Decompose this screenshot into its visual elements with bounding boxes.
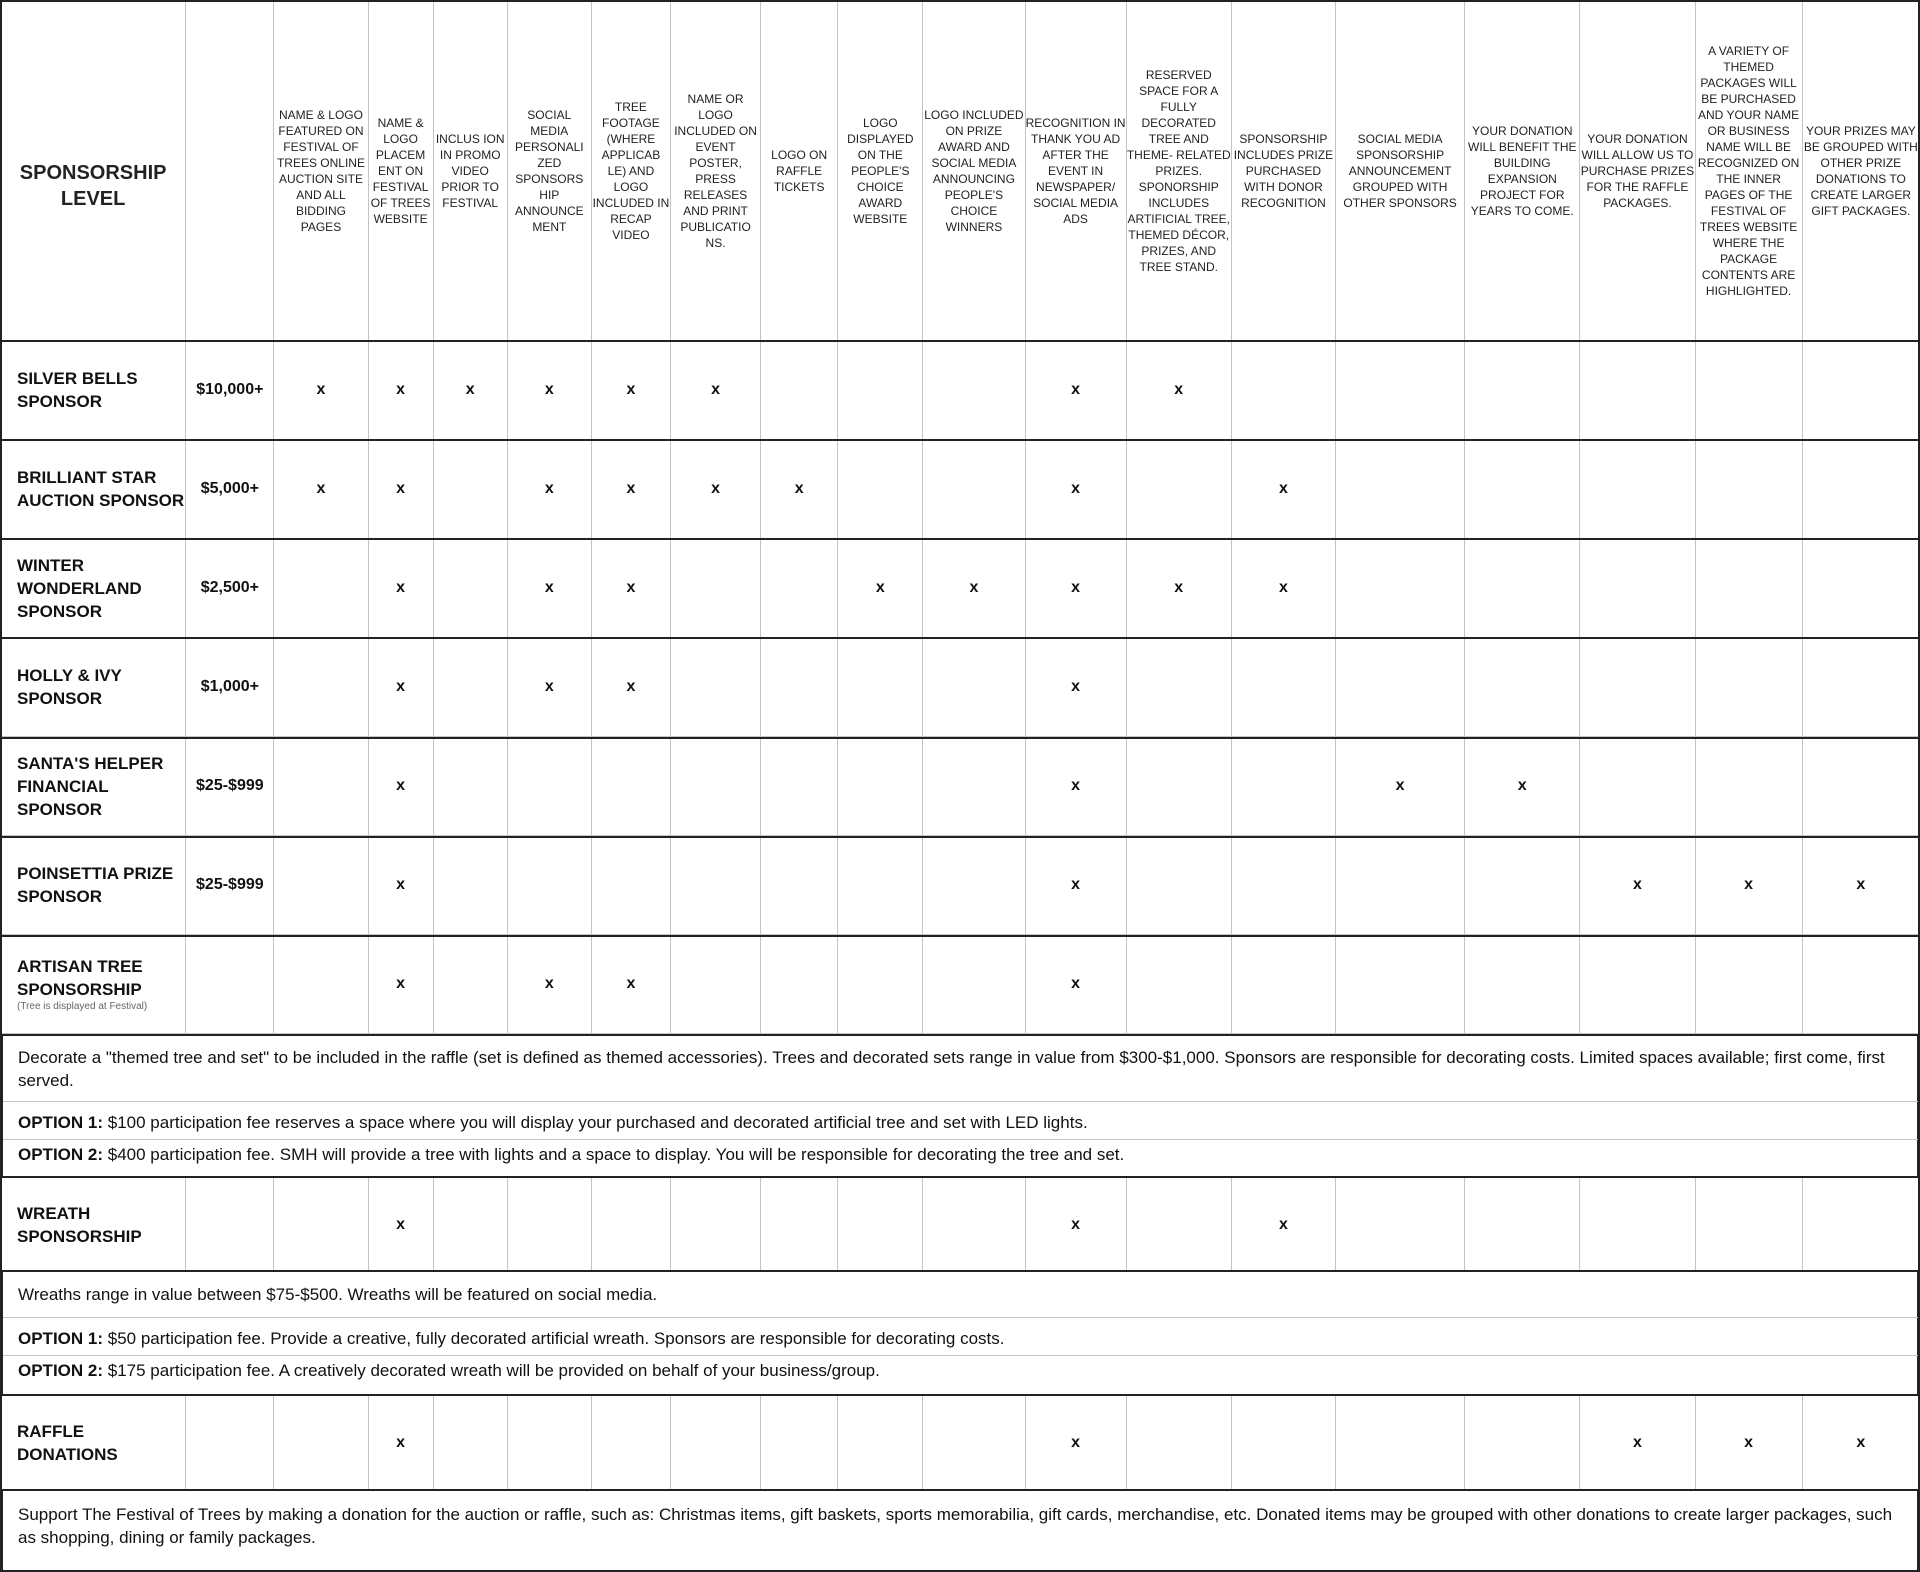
benefit-header: INCLUS ION IN PROMO VIDEO PRIOR TO FESTIVAL <box>433 2 507 341</box>
benefit-empty-cell <box>1465 638 1580 737</box>
benefit-header: YOUR PRIZES MAY BE GROUPED WITH OTHER PRIZE DONATIONS TO CREATE LARGER GIFT PACKAGES. <box>1802 2 1919 341</box>
rule <box>0 439 1920 441</box>
sponsorship-level-heading: SPONSORSHIP LEVEL <box>1 2 186 341</box>
rule <box>0 737 1920 739</box>
benefit-empty-cell <box>761 935 838 1034</box>
benefit-empty-cell <box>1802 935 1919 1034</box>
benefit-check-mark: x <box>591 935 670 1034</box>
benefit-empty-cell <box>274 935 368 1034</box>
benefit-empty-cell <box>838 1178 923 1272</box>
option-text: $100 participation fee reserves a space where you will display your purchased and decorated artificial tree and set with LED lights. <box>103 1113 1088 1132</box>
option-text: $50 participation fee. Provide a creative, fully decorated artificial wreath. Sponsors are responsible for decorating costs. <box>103 1329 1005 1348</box>
benefit-check-mark: x <box>1231 1178 1335 1272</box>
benefit-empty-cell <box>1335 440 1464 539</box>
benefit-check-mark: x <box>368 638 433 737</box>
benefit-header: TREE FOOTAGE (WHERE APPLICAB LE) AND LOGO INCLUDED IN RECAP VIDEO <box>591 2 670 341</box>
benefit-check-mark: x <box>1025 638 1126 737</box>
benefit-empty-cell <box>433 935 507 1034</box>
artisan-description: Decorate a "themed tree and set" to be included in the raffle (set is defined as themed accessories). Trees and decorated sets range in value from $300-$1,000. Sponsors are responsible for decorating costs. Limited spaces available; first come, first served. <box>18 1048 1885 1090</box>
sponsorship-table <box>0 1 1920 1034</box>
artisan-option-2 <box>18 1143 1898 1166</box>
benefit-empty-cell <box>507 1396 591 1491</box>
header-row <box>1 2 1920 341</box>
benefit-header: SOCIAL MEDIA PERSONALI ZED SPONSORS HIP ANNOUNCE MENT <box>507 2 591 341</box>
tier-price <box>186 1178 274 1272</box>
benefit-empty-cell <box>1465 935 1580 1034</box>
tier-row <box>1 440 1920 539</box>
benefit-empty-cell <box>1335 935 1464 1034</box>
benefit-header: SOCIAL MEDIA SPONSORSHIP ANNOUNCEMENT GROUPED WITH OTHER SPONSORS <box>1335 2 1464 341</box>
benefit-empty-cell <box>1465 341 1580 440</box>
benefit-empty-cell <box>670 935 760 1034</box>
tier-row <box>1 539 1920 638</box>
benefit-check-mark: x <box>368 440 433 539</box>
benefit-check-mark: x <box>274 440 368 539</box>
tier-price: $2,500+ <box>186 539 274 638</box>
benefit-empty-cell <box>274 737 368 836</box>
benefit-empty-cell <box>274 1396 368 1491</box>
rule <box>0 637 1920 639</box>
benefit-empty-cell <box>923 638 1025 737</box>
tier-name <box>1 440 186 539</box>
benefit-check-mark: x <box>591 440 670 539</box>
benefit-empty-cell <box>1231 836 1335 935</box>
benefit-check-mark: x <box>368 1178 433 1272</box>
wreath-table <box>0 1177 1920 1272</box>
benefit-empty-cell <box>1126 1396 1231 1491</box>
tier-row <box>1 836 1920 935</box>
benefit-empty-cell <box>591 737 670 836</box>
benefit-header: LOGO DISPLAYED ON THE PEOPLE'S CHOICE AWARD WEBSITE <box>838 2 923 341</box>
benefit-empty-cell <box>591 1396 670 1491</box>
benefit-empty-cell <box>274 836 368 935</box>
tier-price <box>186 935 274 1034</box>
benefit-empty-cell <box>838 836 923 935</box>
benefit-header: YOUR DONATION WILL BENEFIT THE BUILDING EXPANSION PROJECT FOR YEARS TO COME. <box>1465 2 1580 341</box>
tier-name-text: ARTISAN TREE SPONSORSHIP <box>17 957 143 999</box>
benefit-empty-cell <box>1126 440 1231 539</box>
benefit-check-mark: x <box>1231 440 1335 539</box>
benefit-empty-cell <box>1802 638 1919 737</box>
wreath-description: Wreaths range in value between $75-$500. Wreaths will be featured on social media. <box>18 1285 658 1304</box>
benefit-check-mark: x <box>1465 737 1580 836</box>
tier-row <box>1 1178 1920 1272</box>
tier-name <box>1 836 186 935</box>
benefit-check-mark: x <box>1335 737 1464 836</box>
benefit-empty-cell <box>1695 440 1802 539</box>
tier-name <box>1 341 186 440</box>
benefit-header: RECOGNITION IN THANK YOU AD AFTER THE EVENT IN NEWSPAPER/ SOCIAL MEDIA ADS <box>1025 2 1126 341</box>
option-text: $400 participation fee. SMH will provide a tree with lights and a space to display. You will be responsible for decorating the tree and set. <box>103 1145 1125 1164</box>
rule <box>0 0 2 1572</box>
benefit-check-mark: x <box>1580 836 1695 935</box>
benefit-empty-cell <box>433 1178 507 1272</box>
benefit-empty-cell <box>1335 341 1464 440</box>
benefit-empty-cell <box>507 1178 591 1272</box>
benefit-check-mark: x <box>1025 440 1126 539</box>
benefit-empty-cell <box>1695 737 1802 836</box>
tier-name <box>1 1178 186 1272</box>
benefit-empty-cell <box>1802 440 1919 539</box>
benefit-empty-cell <box>1802 539 1919 638</box>
tier-price: $1,000+ <box>186 638 274 737</box>
benefit-header: NAME & LOGO PLACEM ENT ON FESTIVAL OF TREES WEBSITE <box>368 2 433 341</box>
benefit-check-mark: x <box>368 1396 433 1491</box>
benefit-empty-cell <box>433 1396 507 1491</box>
benefit-empty-cell <box>1465 836 1580 935</box>
benefit-check-mark: x <box>368 539 433 638</box>
wreath-info-panel <box>1 1271 1919 1395</box>
benefit-check-mark: x <box>1695 1396 1802 1491</box>
tier-name <box>1 539 186 638</box>
divider <box>3 1355 1919 1356</box>
benefit-empty-cell <box>670 1396 760 1491</box>
benefit-check-mark: x <box>1580 1396 1695 1491</box>
divider <box>3 1139 1919 1140</box>
rule <box>0 340 1920 342</box>
benefit-empty-cell <box>761 1178 838 1272</box>
option-label: OPTION 1: <box>18 1329 104 1348</box>
benefit-check-mark: x <box>507 440 591 539</box>
benefit-empty-cell <box>274 1178 368 1272</box>
tier-price: $25-$999 <box>186 836 274 935</box>
rule <box>0 1176 1920 1178</box>
rule <box>0 836 1920 838</box>
price-header <box>186 2 274 341</box>
benefit-empty-cell <box>838 341 923 440</box>
benefit-empty-cell <box>507 737 591 836</box>
tier-price: $10,000+ <box>186 341 274 440</box>
tier-row <box>1 638 1920 737</box>
benefit-empty-cell <box>761 638 838 737</box>
benefit-check-mark: x <box>1802 1396 1919 1491</box>
benefit-check-mark: x <box>761 440 838 539</box>
benefit-empty-cell <box>274 638 368 737</box>
tier-price: $5,000+ <box>186 440 274 539</box>
benefit-empty-cell <box>1695 638 1802 737</box>
benefit-empty-cell <box>838 440 923 539</box>
divider <box>3 1317 1919 1318</box>
raffle-info-panel <box>1 1490 1919 1571</box>
benefit-empty-cell <box>1465 1178 1580 1272</box>
benefit-check-mark: x <box>368 737 433 836</box>
benefit-check-mark: x <box>1025 1396 1126 1491</box>
benefit-check-mark: x <box>838 539 923 638</box>
benefit-header: NAME & LOGO FEATURED ON FESTIVAL OF TREES ONLINE AUCTION SITE AND ALL BIDDING PAGES <box>274 2 368 341</box>
benefit-empty-cell <box>1231 341 1335 440</box>
wreath-option-2 <box>18 1359 1898 1382</box>
benefit-empty-cell <box>1580 341 1695 440</box>
benefit-empty-cell <box>761 836 838 935</box>
benefit-check-mark: x <box>923 539 1025 638</box>
tier-name <box>1 737 186 836</box>
benefit-empty-cell <box>923 836 1025 935</box>
benefit-empty-cell <box>1580 440 1695 539</box>
benefit-check-mark: x <box>1025 539 1126 638</box>
benefit-check-mark: x <box>1025 341 1126 440</box>
benefit-empty-cell <box>507 836 591 935</box>
benefit-header: A VARIETY OF THEMED PACKAGES WILL BE PURCHASED AND YOUR NAME OR BUSINESS NAME WILL BE RECOGNIZED ON THE INNER PAGES OF THE FESTIVAL OF TREES WEBSITE WHERE THE PACKAGE CONTENTS ARE HIGHLIGHTED. <box>1695 2 1802 341</box>
benefit-empty-cell <box>1335 1396 1464 1491</box>
tier-row <box>1 341 1920 440</box>
tier-name-text: BRILLIANT STAR AUCTION SPONSOR <box>17 468 185 510</box>
benefit-check-mark: x <box>1025 935 1126 1034</box>
benefit-empty-cell <box>761 539 838 638</box>
tier-name-text: HOLLY & IVY SPONSOR <box>17 666 122 708</box>
benefit-check-mark: x <box>507 539 591 638</box>
option-label: OPTION 2: <box>18 1145 104 1164</box>
benefit-check-mark: x <box>670 341 760 440</box>
benefit-header: RESERVED SPACE FOR A FULLY DECORATED TREE AND THEME- RELATED PRIZES. SPONORSHIP INCLUDES ARTIFICIAL TREE, THEMED DÉCOR, PRIZES, AND TREE STAND. <box>1126 2 1231 341</box>
benefit-empty-cell <box>1580 935 1695 1034</box>
benefit-empty-cell <box>1126 638 1231 737</box>
benefit-empty-cell <box>923 1396 1025 1491</box>
benefit-empty-cell <box>1335 1178 1464 1272</box>
benefit-check-mark: x <box>433 341 507 440</box>
benefit-empty-cell <box>433 638 507 737</box>
benefit-header: LOGO ON RAFFLE TICKETS <box>761 2 838 341</box>
benefit-empty-cell <box>838 737 923 836</box>
benefit-empty-cell <box>670 1178 760 1272</box>
benefit-empty-cell <box>1231 935 1335 1034</box>
benefit-empty-cell <box>923 1178 1025 1272</box>
benefit-check-mark: x <box>368 341 433 440</box>
rule <box>0 935 1920 937</box>
tier-name-text: SANTA'S HELPER FINANCIAL SPONSOR <box>17 753 164 819</box>
benefit-empty-cell <box>1802 341 1919 440</box>
benefit-empty-cell <box>433 539 507 638</box>
benefit-check-mark: x <box>1025 1178 1126 1272</box>
tier-name <box>1 935 186 1034</box>
benefit-check-mark: x <box>591 341 670 440</box>
artisan-info-panel <box>1 1035 1919 1177</box>
benefit-empty-cell <box>1126 935 1231 1034</box>
tier-name-text: SILVER BELLS SPONSOR <box>17 369 138 411</box>
benefit-empty-cell <box>1231 1396 1335 1491</box>
benefit-empty-cell <box>838 638 923 737</box>
benefit-empty-cell <box>1126 737 1231 836</box>
rule <box>0 1489 1920 1491</box>
benefit-empty-cell <box>1580 1178 1695 1272</box>
tier-name <box>1 1396 186 1491</box>
tier-row <box>1 1396 1920 1491</box>
benefit-empty-cell <box>1465 1396 1580 1491</box>
benefit-check-mark: x <box>1126 539 1231 638</box>
tier-name-text: RAFFLE DONATIONS <box>17 1422 118 1464</box>
benefit-empty-cell <box>1335 539 1464 638</box>
benefit-check-mark: x <box>507 935 591 1034</box>
divider <box>3 1101 1919 1102</box>
benefit-empty-cell <box>761 737 838 836</box>
rule <box>0 1034 1920 1036</box>
option-label: OPTION 1: <box>18 1113 104 1132</box>
tier-price <box>186 1396 274 1491</box>
tier-name <box>1 638 186 737</box>
benefit-check-mark: x <box>1126 341 1231 440</box>
tier-name-text: WINTER WONDERLAND SPONSOR <box>17 555 142 621</box>
benefit-empty-cell <box>923 341 1025 440</box>
benefit-check-mark: x <box>1025 836 1126 935</box>
benefit-check-mark: x <box>507 638 591 737</box>
benefit-check-mark: x <box>1231 539 1335 638</box>
benefit-empty-cell <box>1231 638 1335 737</box>
tier-price: $25-$999 <box>186 737 274 836</box>
option-label: OPTION 2: <box>18 1361 104 1380</box>
benefit-check-mark: x <box>591 539 670 638</box>
benefit-empty-cell <box>1126 836 1231 935</box>
benefit-check-mark: x <box>368 836 433 935</box>
rule <box>0 538 1920 540</box>
benefit-empty-cell <box>433 737 507 836</box>
benefit-header: LOGO INCLUDED ON PRIZE AWARD AND SOCIAL MEDIA ANNOUNCING PEOPLE'S CHOICE WINNERS <box>923 2 1025 341</box>
benefit-empty-cell <box>923 440 1025 539</box>
rule <box>0 0 1920 2</box>
benefit-check-mark: x <box>368 935 433 1034</box>
benefit-check-mark: x <box>507 341 591 440</box>
benefit-empty-cell <box>1335 638 1464 737</box>
benefit-check-mark: x <box>1802 836 1919 935</box>
benefit-empty-cell <box>1802 737 1919 836</box>
benefit-empty-cell <box>670 836 760 935</box>
wreath-option-1 <box>18 1327 1898 1350</box>
benefit-empty-cell <box>1695 539 1802 638</box>
benefit-header: YOUR DONATION WILL ALLOW US TO PURCHASE PRIZES FOR THE RAFFLE PACKAGES. <box>1580 2 1695 341</box>
benefit-empty-cell <box>1126 1178 1231 1272</box>
benefit-empty-cell <box>670 737 760 836</box>
benefit-empty-cell <box>670 638 760 737</box>
tier-name-text: POINSETTIA PRIZE SPONSOR <box>17 864 174 906</box>
benefit-empty-cell <box>1335 836 1464 935</box>
benefit-header: SPONSORSHIP INCLUDES PRIZE PURCHASED WITH DONOR RECOGNITION <box>1231 2 1335 341</box>
benefit-empty-cell <box>923 737 1025 836</box>
benefit-empty-cell <box>1695 341 1802 440</box>
raffle-table <box>0 1395 1920 1491</box>
benefit-empty-cell <box>1231 737 1335 836</box>
benefit-empty-cell <box>670 539 760 638</box>
benefit-empty-cell <box>1580 737 1695 836</box>
benefit-empty-cell <box>838 935 923 1034</box>
benefit-empty-cell <box>1695 935 1802 1034</box>
rule <box>0 1394 1920 1396</box>
benefit-empty-cell <box>1802 1178 1919 1272</box>
tier-note: (Tree is displayed at Festival) <box>17 1001 148 1012</box>
benefit-empty-cell <box>761 1396 838 1491</box>
benefit-empty-cell <box>838 1396 923 1491</box>
benefit-check-mark: x <box>274 341 368 440</box>
option-text: $175 participation fee. A creatively decorated wreath will be provided on behalf of your business/group. <box>103 1361 880 1380</box>
benefit-empty-cell <box>1465 440 1580 539</box>
benefit-empty-cell <box>274 539 368 638</box>
benefit-empty-cell <box>591 836 670 935</box>
tier-row <box>1 935 1920 1034</box>
benefit-empty-cell <box>433 440 507 539</box>
benefit-empty-cell <box>591 1178 670 1272</box>
benefit-empty-cell <box>1580 539 1695 638</box>
benefit-empty-cell <box>923 935 1025 1034</box>
benefit-check-mark: x <box>1025 737 1126 836</box>
benefit-empty-cell <box>433 836 507 935</box>
benefit-header: NAME OR LOGO INCLUDED ON EVENT POSTER, PRESS RELEASES AND PRINT PUBLICATIO NS. <box>670 2 760 341</box>
benefit-empty-cell <box>1465 539 1580 638</box>
benefit-empty-cell <box>761 341 838 440</box>
artisan-option-1 <box>18 1111 1898 1134</box>
rule <box>0 1270 1920 1272</box>
benefit-check-mark: x <box>670 440 760 539</box>
tier-name-text: WREATH SPONSORSHIP <box>17 1203 142 1246</box>
benefit-empty-cell <box>1695 1178 1802 1272</box>
benefit-check-mark: x <box>591 638 670 737</box>
benefit-empty-cell <box>1580 638 1695 737</box>
tier-row <box>1 737 1920 836</box>
benefit-check-mark: x <box>1695 836 1802 935</box>
raffle-description: Support The Festival of Trees by making a donation for the auction or raffle, such as: Christmas items, gift baskets, sports memorabilia, gift cards, merchandise, etc. Donated items may be grouped with other donations to create larger packages, such as shopping, dining or family packages. <box>18 1505 1893 1547</box>
